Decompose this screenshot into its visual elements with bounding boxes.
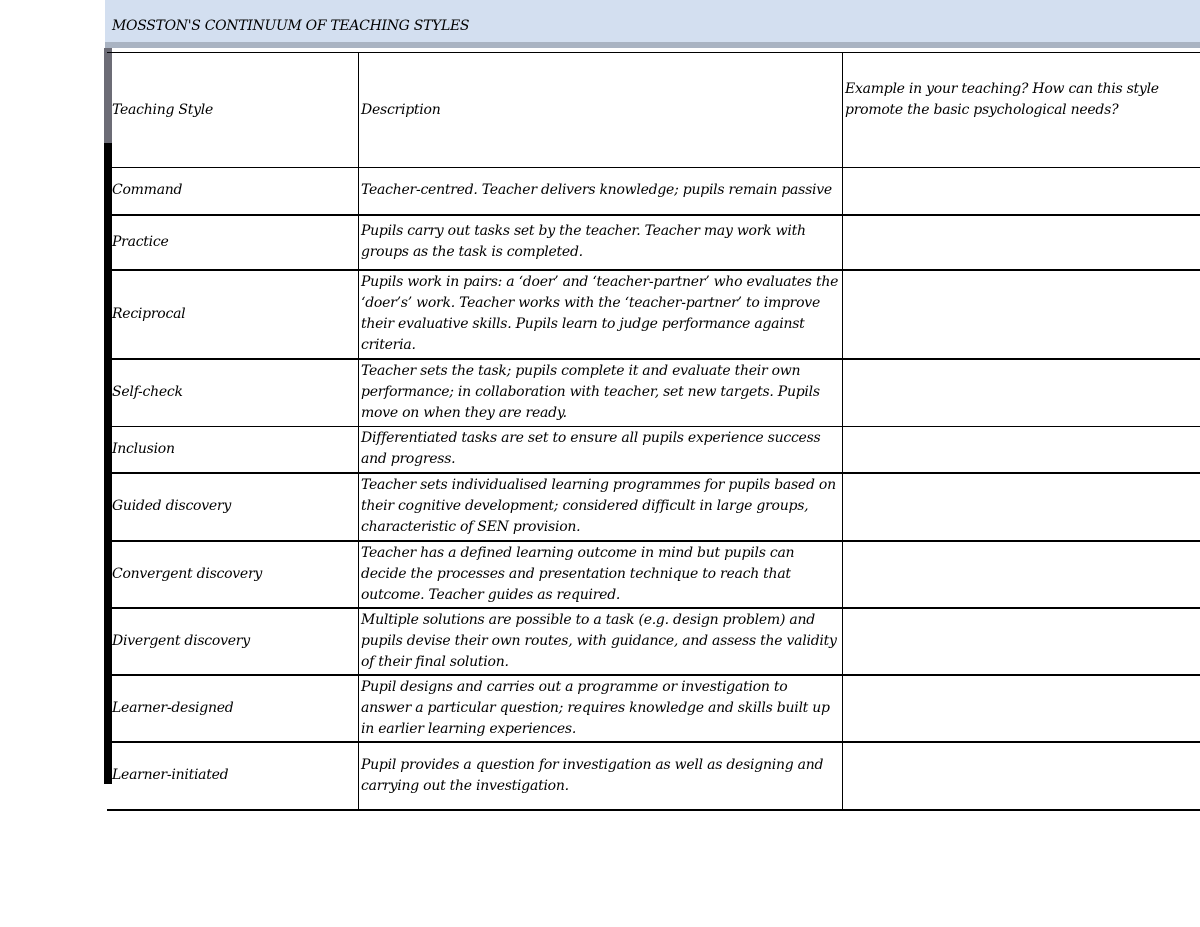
header-description: Description bbox=[359, 53, 843, 168]
example-cell[interactable] bbox=[843, 473, 1200, 541]
style-cell: Practice bbox=[107, 215, 359, 270]
description-cell: Teacher sets individualised learning programmes for pupils based on their cognitive development; considered difficult in large groups, characteristic of SEN provision. bbox=[359, 473, 843, 541]
example-cell[interactable] bbox=[843, 270, 1200, 359]
document-title: MOSSTON'S CONTINUUM OF TEACHING STYLES bbox=[112, 18, 470, 34]
description-cell: Pupils work in pairs: a ‘doer’ and ‘teacher-partner’ who evaluates the ‘doer’s’ work. Teacher works with the ‘teacher-partner’ to improve their evaluative skills. Pupils learn to judge performance against criteria. bbox=[359, 270, 843, 359]
style-cell: Learner-initiated bbox=[107, 742, 359, 810]
table-row bbox=[107, 359, 1200, 427]
description-cell: Teacher has a defined learning outcome in mind but pupils can decide the processes and presentation technique to reach that outcome. Teacher guides as required. bbox=[359, 541, 843, 608]
description-cell: Pupil designs and carries out a programme or investigation to answer a particular question; requires knowledge and skills built up in earlier learning experiences. bbox=[359, 675, 843, 742]
description-cell: Pupils carry out tasks set by the teacher. Teacher may work with groups as the task is completed. bbox=[359, 215, 843, 270]
table-row bbox=[107, 608, 1200, 675]
table-row bbox=[107, 427, 1200, 473]
table-header-row bbox=[107, 53, 1200, 168]
style-cell: Guided discovery bbox=[107, 473, 359, 541]
example-cell[interactable] bbox=[843, 742, 1200, 810]
description-cell: Teacher-centred. Teacher delivers knowledge; pupils remain passive bbox=[359, 168, 843, 215]
style-cell: Learner-designed bbox=[107, 675, 359, 742]
style-cell: Convergent discovery bbox=[107, 541, 359, 608]
style-cell: Reciprocal bbox=[107, 270, 359, 359]
table-row bbox=[107, 270, 1200, 359]
style-cell: Inclusion bbox=[107, 427, 359, 473]
table-row bbox=[107, 541, 1200, 608]
table-row bbox=[107, 168, 1200, 215]
description-cell: Teacher sets the task; pupils complete it and evaluate their own performance; in collaboration with teacher, set new targets. Pupils move on when they are ready. bbox=[359, 359, 843, 427]
header-teaching-style: Teaching Style bbox=[107, 53, 359, 168]
title-banner bbox=[105, 0, 1200, 48]
example-cell[interactable] bbox=[843, 427, 1200, 473]
style-cell: Self-check bbox=[107, 359, 359, 427]
style-cell: Command bbox=[107, 168, 359, 215]
example-cell[interactable] bbox=[843, 541, 1200, 608]
description-cell: Pupil provides a question for investigation as well as designing and carrying out the investigation. bbox=[359, 742, 843, 810]
example-cell[interactable] bbox=[843, 215, 1200, 270]
teaching-styles-table bbox=[107, 52, 1200, 811]
example-cell[interactable] bbox=[843, 168, 1200, 215]
description-cell: Differentiated tasks are set to ensure all pupils experience success and progress. bbox=[359, 427, 843, 473]
example-cell[interactable] bbox=[843, 359, 1200, 427]
example-cell[interactable] bbox=[843, 608, 1200, 675]
table-row bbox=[107, 742, 1200, 810]
table-row bbox=[107, 215, 1200, 270]
header-example: Example in your teaching? How can this style promote the basic psychological needs? bbox=[843, 53, 1200, 168]
example-cell[interactable] bbox=[843, 675, 1200, 742]
table-row bbox=[107, 675, 1200, 742]
style-cell: Divergent discovery bbox=[107, 608, 359, 675]
description-cell: Multiple solutions are possible to a task (e.g. design problem) and pupils devise their own routes, with guidance, and assess the validity of their final solution. bbox=[359, 608, 843, 675]
table-row bbox=[107, 473, 1200, 541]
